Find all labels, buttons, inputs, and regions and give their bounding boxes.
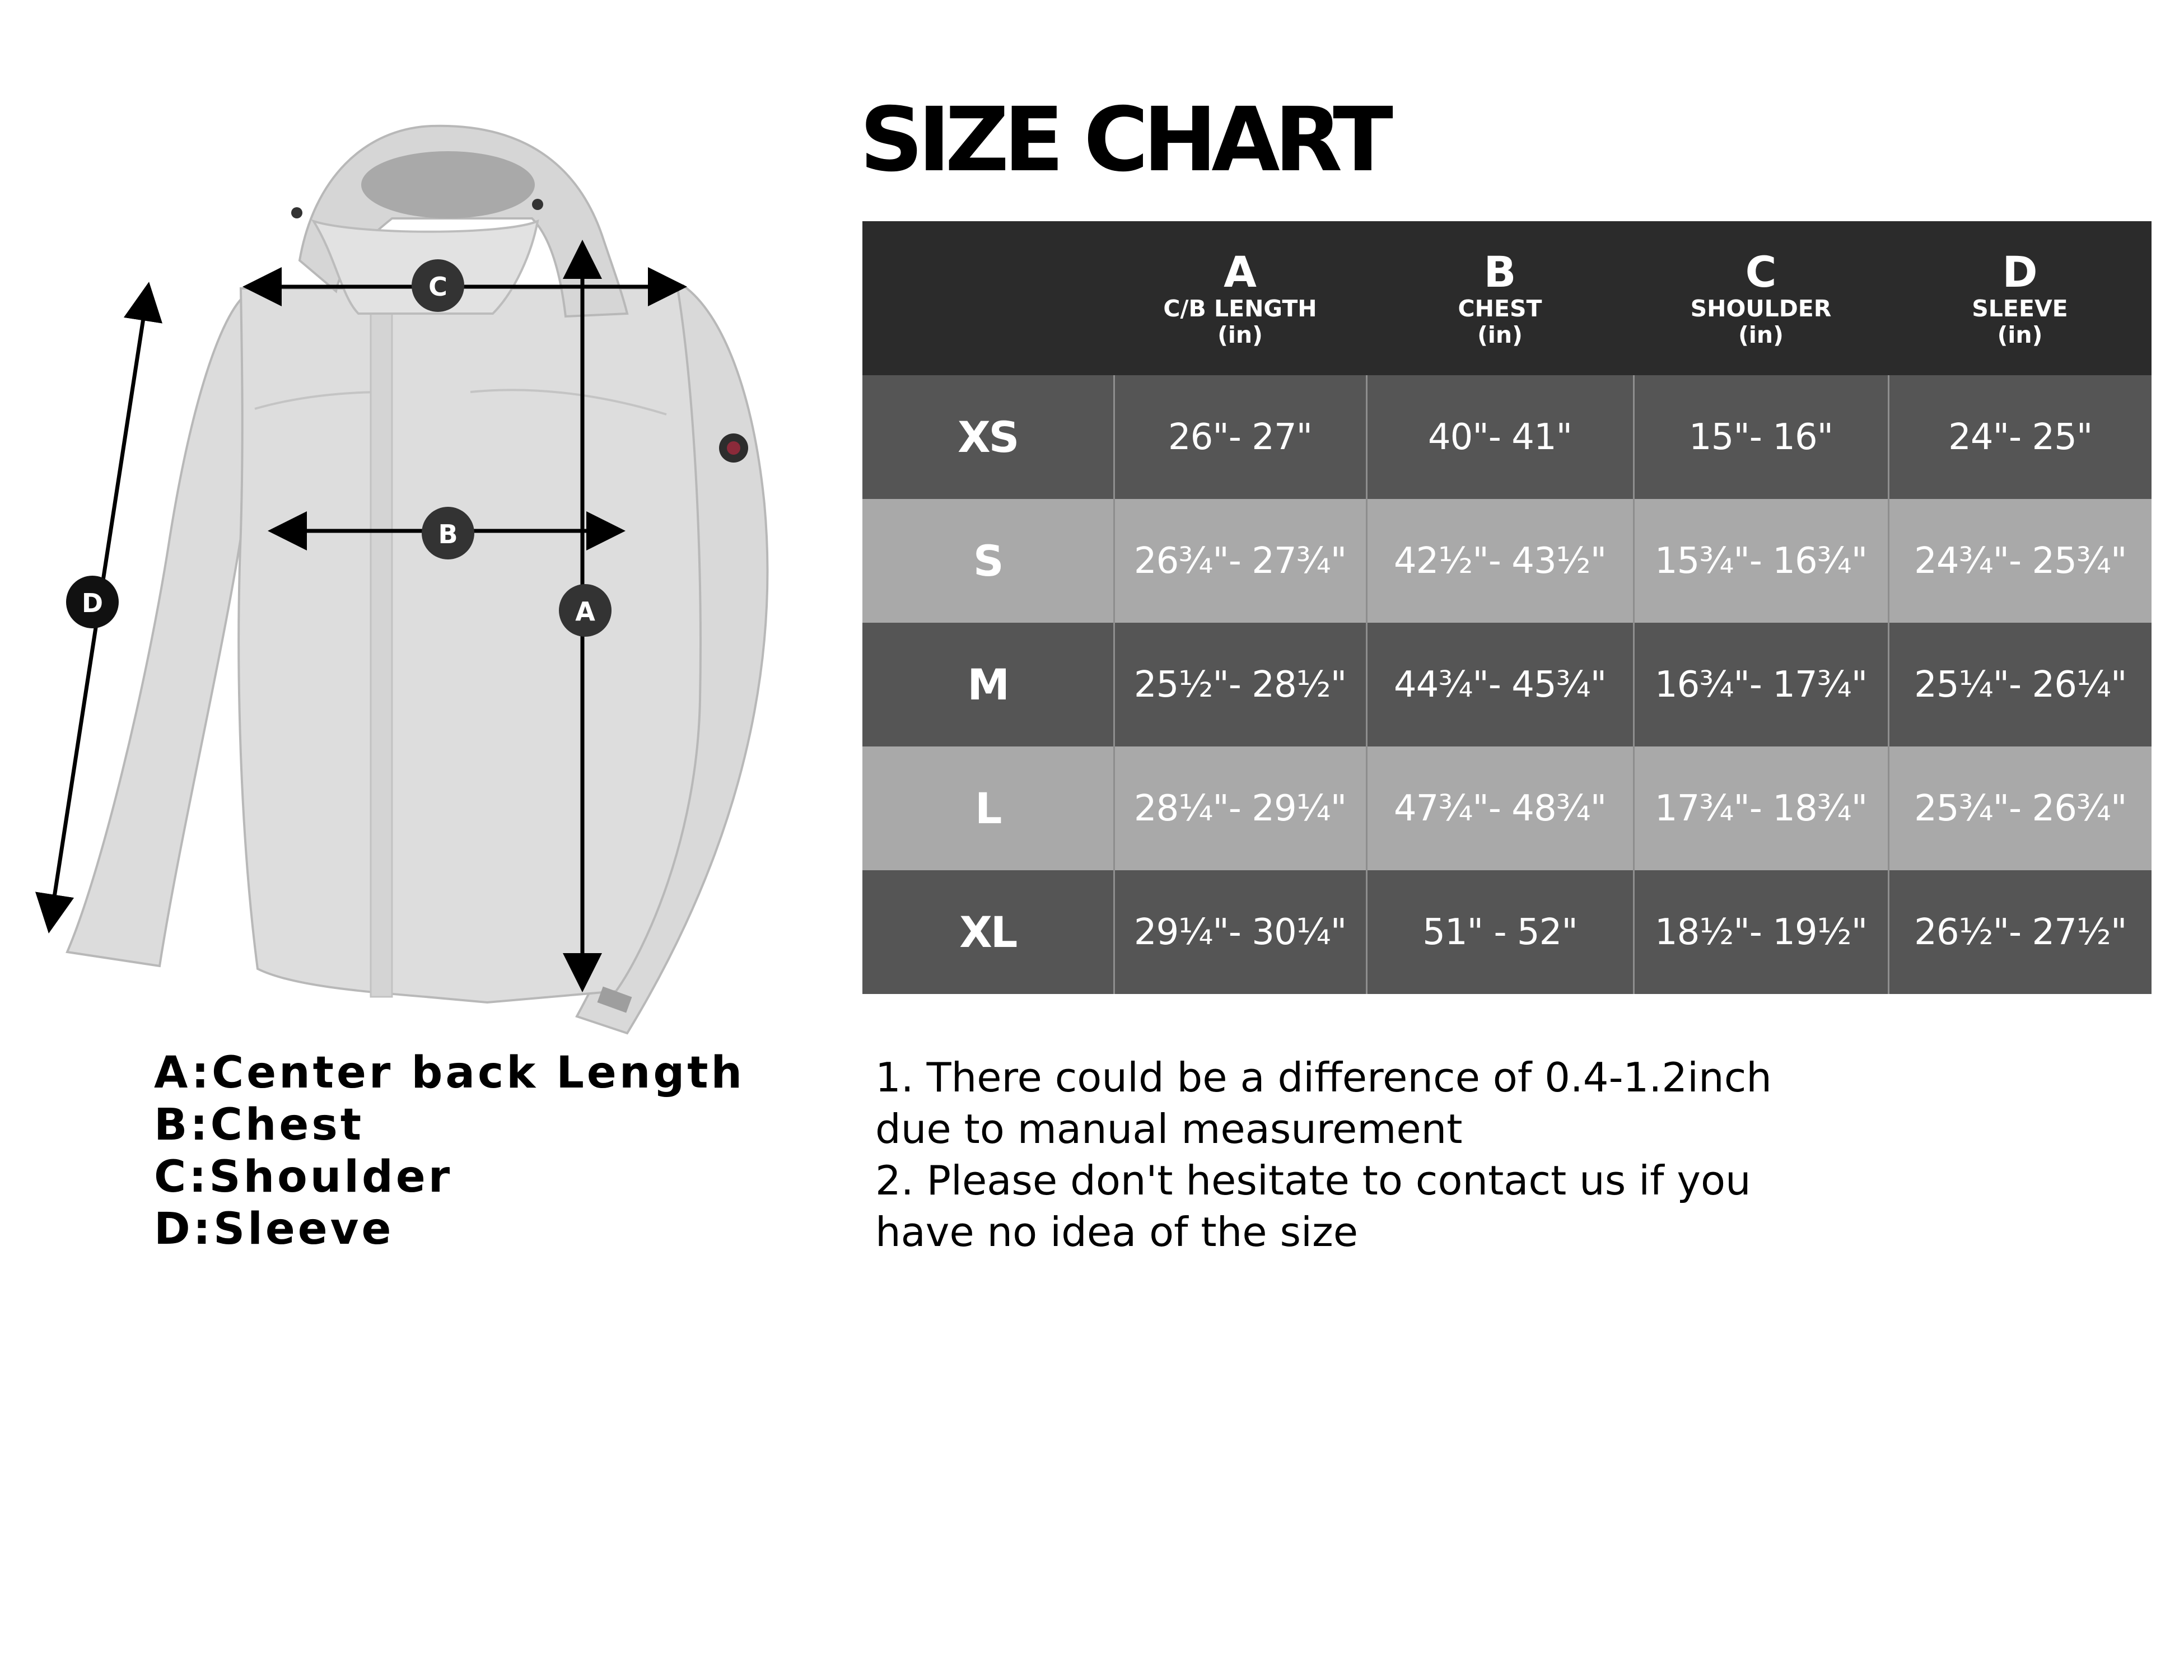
table-cell: 15¾"- 16¾" [1634, 499, 1888, 623]
table-cell: 26"- 27" [1114, 375, 1366, 499]
column-header [1366, 221, 1634, 375]
legend-item: C:Shoulder [154, 1152, 453, 1202]
table-cell: 25¾"- 26¾" [1914, 787, 2127, 829]
note-line: 2. Please don't hesitate to contact us if you [875, 1157, 1751, 1204]
column-header [1888, 221, 2152, 375]
column-name: SLEEVE [1972, 295, 2068, 322]
table-cell: 40"- 41" [1366, 375, 1634, 499]
table-cell: 15"- 16" [1634, 375, 1888, 499]
column-header [1114, 221, 1366, 375]
table-cell: 47¾"- 48¾" [1366, 746, 1634, 870]
table-cell: 26½"- 27½" [1914, 911, 2127, 953]
svg-text:A: A [575, 596, 595, 627]
note-line: have no idea of the size [875, 1208, 1359, 1256]
column-letter: C [1745, 246, 1777, 297]
marker-c [412, 259, 464, 312]
legend-item: A:Center back Length [154, 1048, 745, 1098]
table-cell: 25½"- 28½" [1114, 623, 1366, 746]
table-cell: 24¾"- 25¾" [1914, 540, 2127, 582]
marker-a [559, 584, 612, 637]
table-cell: 29¼"- 30¼" [1114, 870, 1366, 994]
marker-d [66, 576, 119, 628]
table-cell: 26¾"- 27¾" [1114, 499, 1366, 623]
table-header-row [862, 221, 2152, 375]
table-cell: 17¾"- 18¾" [1634, 746, 1888, 870]
size-label: XS [862, 375, 1114, 499]
table-cell: 42½"- 43½" [1366, 499, 1634, 623]
table-row [862, 499, 2152, 623]
header-corner [862, 221, 1114, 375]
table-row [862, 623, 2152, 746]
table-cell: 16¾"- 17¾" [1634, 623, 1888, 746]
jacket-measurement-diagram [0, 0, 812, 1064]
legend-item: B:Chest [154, 1100, 365, 1150]
column-letter: A [1224, 246, 1257, 297]
size-label: XL [862, 870, 1114, 994]
table-row [862, 746, 2152, 870]
table-row [862, 375, 2152, 499]
column-letter: D [2002, 246, 2038, 297]
note-line: 1. There could be a difference of 0.4-1.2inch [875, 1054, 1772, 1101]
table-cell: 28¼"- 29¼" [1114, 746, 1366, 870]
table-cell: 51" - 52" [1366, 870, 1634, 994]
table-cell: 25¼"- 26¼" [1914, 664, 2127, 706]
column-name: C/B LENGTH [1163, 295, 1317, 322]
page-title: SIZE CHART [860, 88, 1388, 192]
table-cell: 18½"- 19½" [1634, 870, 1888, 994]
column-name: CHEST [1458, 295, 1542, 322]
size-label: M [862, 623, 1114, 746]
table-row [862, 870, 2152, 994]
legend-item: D:Sleeve [154, 1204, 394, 1254]
size-chart-table [862, 221, 2152, 994]
table-cell: 24"- 25" [1948, 416, 2093, 458]
column-unit: (in) [1217, 321, 1263, 348]
column-name: SHOULDER [1690, 295, 1832, 322]
column-letter: B [1483, 246, 1516, 297]
svg-text:B: B [438, 519, 458, 549]
size-label: S [862, 499, 1114, 623]
measurement-legend [154, 1047, 745, 1256]
column-header [1634, 221, 1888, 375]
note-line: due to manual measurement [875, 1105, 1463, 1152]
column-unit: (in) [1477, 321, 1523, 348]
column-unit: (in) [1738, 321, 1784, 348]
jacket-illustration [67, 126, 767, 1033]
size-notes [875, 1052, 1772, 1258]
svg-text:D: D [81, 588, 104, 618]
table-cell: 44¾"- 45¾" [1366, 623, 1634, 746]
column-unit: (in) [1997, 321, 2043, 348]
marker-b [422, 507, 474, 559]
size-label: L [862, 746, 1114, 870]
svg-text:C: C [428, 272, 447, 302]
